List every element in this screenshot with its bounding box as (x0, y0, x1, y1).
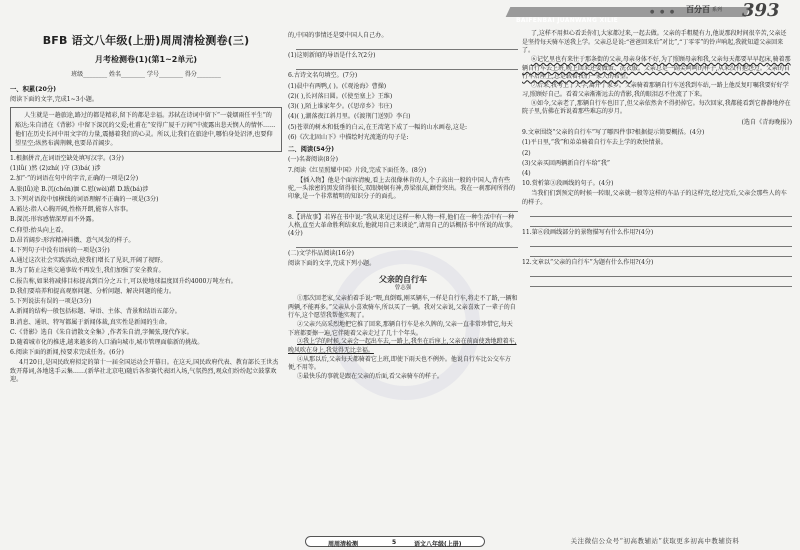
question-3: 3.下列对语段中加横线的词语理解不正确的一项是(3分) (10, 195, 159, 203)
question-11: 11.第⑥段画线部分的景物描写有什么作用?(4分) (522, 228, 654, 236)
article-paragraph-4: ④从那以后,父亲每天都骑着它上班,即使下雨天也不例外。他说自行车比公交车方便,不用等。 (288, 355, 511, 372)
answer-line[interactable] (530, 249, 792, 257)
footer-right-label: 语文八年级(上册) (414, 540, 462, 548)
article-author: 曾志强 (394, 285, 412, 292)
question-7: 7.阅读《红星照耀中国》片段,完成下面任务。(8分) (288, 166, 427, 174)
column-right (522, 30, 792, 289)
article-paragraph-8: ⑦后来,我考上了大学,离开了家乡。父亲骑着那辆自行车送我到车站,一路上他反复叮嘱我要好好学习,照顾好自己。看着父亲渐渐远去的背影,我的眼泪忍不住流了下来。 (522, 82, 789, 98)
poetry-blank-4[interactable]: (4)( ),潮落夜江斜月里。(《渡荆门送别》李白) (288, 113, 411, 121)
question-10-quote: 当我们们到预定的时候一转眼,父亲就一般等这样的车品子的这样完,经过完后,父亲会那些人的车的样子。 (522, 190, 787, 206)
question-5-option-c: C.《背影》选自《朱自清散文全集》,作者朱自清,字佩弦,现代作家。 (10, 328, 193, 336)
poetry-blank-1[interactable]: (1)晨中有两鸭,( )。(《观沧海》曹操) (288, 82, 387, 90)
question-8: 8.【讲故事】若界在书中说:“我从来见过这样一种人物一样,他们在一种生活中有一种人格,直至大革命胜利结束后,他就用自己来谈论”,请用自己的话概括书中所说的故事。(4分) (288, 213, 517, 237)
header-dots: ● ● ● (650, 9, 677, 15)
subsection-literature: (二)文学作品阅读(16分) (288, 250, 355, 258)
poetry-blank-6[interactable]: (6)《次北固山下》中描绘时光流逝的句子是: (288, 133, 409, 141)
question-5-option-a: A.新闻的结构一般包括标题、导语、主体、背景和结语五部分。 (10, 308, 181, 316)
question-news-lead: (1)这则新闻的导语是什么?(2分) (288, 52, 376, 60)
answer-line[interactable] (296, 240, 518, 248)
subsection-literature-intro: 阅读下面的文字,完成下列小题。 (288, 260, 376, 268)
footer-pill (305, 536, 485, 547)
poetry-blank-2[interactable]: (2)( ),长河落日圆。(《使至塞上》王维) (288, 92, 393, 100)
answer-line[interactable] (296, 42, 518, 50)
question-4-option-a: A.通过这次社会实践活动,使我们增长了见识,开阔了视野。 (10, 257, 167, 265)
question-1: 1.根据拼音,在词语空缺处填写汉字。(3分) (10, 155, 124, 163)
poetry-blank-3[interactable]: (3)( ),陌上谁家年少。(《思帝乡》韦庄) (288, 103, 393, 111)
column-middle (288, 30, 518, 382)
page-footer (285, 536, 515, 548)
answer-line[interactable] (296, 204, 518, 212)
brand-logo: 393 (742, 0, 780, 21)
question-10: 10.赏析第③段画线的句子。(4分) (522, 180, 614, 188)
question-4-option-c: C.报告称,如果将减排目标提高到百分之五十,可以使地球温度回升约4000万吨左右。 (10, 277, 237, 285)
answer-line[interactable] (530, 239, 792, 247)
header-banner (480, 0, 800, 28)
question-2-options: A.旅(lǚ)途 B.沉(chén)湎 C.慰(wèi)藉 D.跋(bá)涉 (10, 185, 149, 193)
bottom-note: 关注微信公众号“初高教辅站”获取更多初高中教辅资料 (570, 537, 740, 545)
question-9-item-4[interactable]: (4) (522, 169, 531, 177)
article-paragraph-2: ②父亲兴高采烈地把它推了回来,那辆自行车是永久牌的,父亲一直非常珍惜它,每天下班都要擦一遍,它伴随着父亲走过了几十个年头。 (288, 320, 513, 337)
question-3-option-d: D.昂首阔步:形容精神抖擞、意气风发的样子。 (10, 236, 135, 244)
section-intro: 阅读下面的文字,完成1~3小题。 (10, 96, 98, 104)
question-3-option-a: A.豁达:指人心胸开阔,性格开朗,能容人容事。 (10, 206, 132, 214)
question-3-option-b: B.深沉:形容感情深厚而不外露。 (10, 216, 98, 224)
question-2: 2.加“·”的词语在句中的字音,正确的一项是(2分) (10, 175, 139, 183)
question-9-item-3: (3)父亲买回两辆新自行车给“我” (522, 159, 610, 167)
column-left (10, 30, 282, 384)
subsection-classics: (一)名著阅读(8分) (288, 156, 338, 164)
article-paragraph-5: ⑤最快乐的事就是跟在父亲的后面,看父亲骑车的样子。 (297, 373, 443, 381)
brand-series: 系列 (712, 7, 723, 13)
page-number: 5 (392, 538, 397, 546)
answer-line[interactable] (530, 219, 792, 227)
section-heading: 一、积累(20分) (10, 85, 57, 93)
poetry-blank-5[interactable]: (5)苍翠的树木和低垂的白云,在王湾笔下成了一幅的山水画卷,这是: (288, 123, 468, 131)
answer-line[interactable] (296, 62, 518, 70)
answer-line[interactable] (530, 209, 792, 217)
answer-line[interactable] (530, 279, 792, 287)
exam-title: BFB 语文八年级(上册)周周清检测卷(三) (42, 34, 250, 47)
answer-line[interactable] (530, 269, 792, 277)
reading-passage-box: 人生就是一趟旅途,路过的都是精彩,留下的都是幸福。苏轼在诗词中留下“一蓑烟雨任平生”的豁达;朱自清在《背影》中留下深沉的父爱;杜甫在“安得广厦千万间”中流露出悲天悯人的情怀……他们在历史长河中用文字的力量,震撼着我们的心灵。所以,让我们在旅途中,哪怕身处沼泽,也要仰望星空;纵然布满荆棘,也要昂首阔步。 (10, 107, 282, 152)
article-paragraph-7: ⑥记忆里也有来往于那条街的父亲,母亲身体不好,为了照顾母亲和我,父亲每天都要早早起床,骑着那辆自行车去上班,晚上回来还要做饭、洗衣服。父亲总是一副笑呵呵的样子,从来没有抱怨过。父亲的自行车后座上,总是载着我们一家人的希望。 (522, 56, 791, 81)
article-paragraph-1: ①那次回老家,父亲拍着手说:“喂,真倒霉,刚买辆车,一样是自行车,将走不了路,一辆和两辆,不能再多。”父亲从小喜欢骑车,所以买了一辆。我对父亲说,父亲喜欢了一辈子的自行车,这个愿望我帮他实现了。 (288, 294, 518, 320)
question-12: 12.文章以“父亲的自行车”为题有什么作用?(4分) (522, 259, 654, 267)
article-source: (选自《青海晚报》) (741, 118, 792, 126)
brand-name: 百分百 (686, 5, 710, 14)
question-4: 4.下列句子中没有语病的一项是(3分) (10, 246, 110, 254)
article-title: 父亲的自行车 (379, 274, 427, 284)
question-poetry: 6.古诗文名句填空。(7分) (288, 72, 358, 80)
question-9: 9.文章围绕“父亲的自行车”写了哪四件事?根据提示简要概括。(4分) (522, 129, 705, 137)
question-3-option-c: C.仰望:抬头向上看。 (10, 226, 68, 234)
brand-en: BAIFENBAI JUANWANG XILIE (516, 17, 619, 24)
section-heading-reading: 二、阅读(54分) (288, 145, 335, 153)
question-5-option-b: B.消息、通讯、特写都属于新闻体裁,真实性是新闻的生命。 (10, 318, 171, 326)
question-4-option-d: D.我们要培养和提高观察问题、分析问题、解决问题的能力。 (10, 287, 176, 295)
article-paragraph-3: ③我上学的时候,父亲会一起出车去,一路上,我坐在后座上,父亲在前面使劲地蹬着车,晚风吹在身上,我觉得无比幸福。 (288, 338, 517, 354)
question-5-option-d: D.随着城市化的推进,越来越多的人口涌向城市,城市管理面临新的挑战。 (10, 338, 204, 346)
article-paragraph-9: ⑧如今,父亲老了,那辆自行车也旧了,但父亲依然舍不得扔掉它。每次回家,我都能看到它静静地停在院子里,仿佛在诉说着那些难忘的岁月。 (522, 99, 791, 116)
question-4-option-b: B.为了防止这类交通事故不再发生,我们加强了安全教育。 (10, 267, 165, 275)
question-9-item-2[interactable]: (2) (522, 149, 531, 157)
question-1-options[interactable]: (1)lǜ( )然 (2)zhí( )守 (3)bá( )涉 (10, 165, 101, 173)
question-6: 6.阅读下面的新闻,按要求完成任务。(6分) (10, 349, 124, 357)
footer-left-label: 周周清检测 (328, 540, 359, 548)
question-5: 5.下列说法有误的一项是(3分) (10, 298, 92, 306)
student-info-fields[interactable]: 班级________ 姓名________ 学号________ 得分________ (71, 70, 221, 78)
article-paragraph-6: 了,这样不用担心看丢你们,大家都过来,一起去做。父亲的手粗糙有力,他说那段时间很辛苦,父亲还是坚持每天骑车送我上学。父亲总是说:“爸爸回来后”对比”,“丁零零”的铃声响起,我就知道父亲回来了。 (522, 30, 787, 55)
exam-subtitle: 月考检测卷(1)(第1~2单元) (94, 54, 198, 64)
classics-excerpt: 【插入物】他是个面容清瘦,看上去很像林肯的人,个子高出一般的中国人,背有些驼,一头浓密的黑发留得很长,双眼炯炯有神,鼻梁很高,颧骨突出。我在一刹那间所得的印象,是一个非常精明的知识分子的面孔。 (288, 176, 516, 201)
news-continuation: 的,中国的事情还是要中国人自己办。 (288, 32, 388, 39)
question-9-item-1: (1)平日里,“我”和弟弟骑着自行车去上学的欢快情景。 (522, 139, 667, 147)
news-passage: 4月20日,是国民政府拟定的第十一届全国运动会开幕日。在这天,国民政府代表、教育部长王世杰致开幕词,各地选手云集……(新华社北京电)随后各参赛代表团入场,气氛热烈,观众们纷纷起立鼓掌欢迎。 (10, 359, 279, 383)
